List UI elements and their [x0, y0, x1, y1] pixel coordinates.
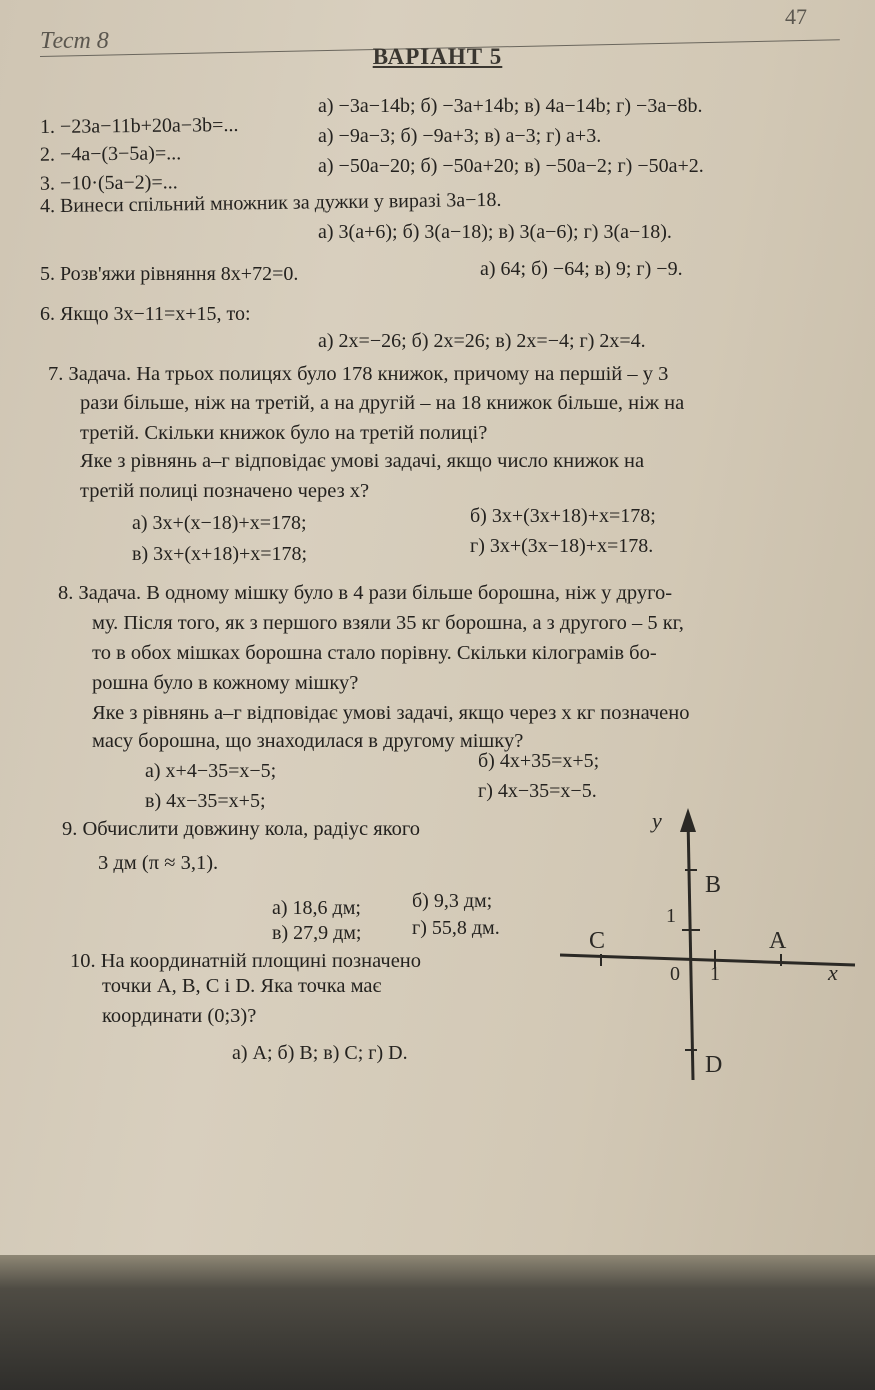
q7-line-4: Яке з рівнянь а–г відповідає умові задачі, якщо число книжок на [80, 450, 645, 472]
x-axis-label: x [828, 960, 838, 985]
y-axis-label: y [652, 808, 662, 833]
q6-text: 6. Якщо 3x−11=x+15, то: [40, 303, 251, 325]
x-axis [560, 955, 855, 965]
q8-line-2: му. Після того, як з першого взяли 35 кг борошна, а з другого – 5 кг, [92, 612, 684, 634]
q8-line-4: рошна було в кожному мішку? [92, 672, 359, 694]
point-label-a: A [769, 928, 787, 954]
x-unit-label: 1 [710, 963, 720, 985]
q9-line-1: 9. Обчислити довжину кола, радіус якого [62, 818, 421, 840]
point-label-c: C [589, 928, 606, 954]
q8-line-6: масу борошна, що знаходилася в другому мішку? [92, 730, 524, 752]
q8-line-5: Яке з рівнянь а–г відповідає умові задачі, якщо через x кг позначено [92, 702, 690, 724]
q1-options: а) −3a−14b; б) −3a+14b; в) 4a−14b; г) −3a−8b. [318, 95, 703, 117]
variant-title: ВАРІАНТ 5 [372, 44, 503, 69]
q2-text: 2. −4a−(3−5a)=... [39, 142, 182, 166]
q7-line-2: рази більше, ніж на третій, а на другій – на 18 книжок більше, ніж на [80, 392, 685, 414]
q3-options: а) −50a−20; б) −50a+20; в) −50a−2; г) −50a+2. [318, 155, 704, 177]
point-label-d: D [705, 1052, 723, 1078]
q7-option-c: в) 3x+(x+18)+x=178; [132, 543, 308, 565]
page-number: 47 [785, 4, 807, 29]
q4-options: а) 3(a+6); б) 3(a−18); в) 3(a−6); г) 3(a−18). [318, 221, 672, 243]
q9-option-c: в) 27,9 дм; [272, 922, 362, 944]
q10-line-1: 10. На координатній площині позначено [70, 950, 422, 972]
y-axis [688, 818, 693, 1080]
q9-option-a: а) 18,6 дм; [272, 897, 361, 919]
q7-line-1: 7. Задача. На трьох полицях було 178 книжок, причому на першій – у 3 [48, 363, 669, 385]
q7-option-a: а) 3x+(x−18)+x=178; [132, 512, 307, 534]
q8-option-a: а) x+4−35=x−5; [145, 760, 277, 782]
q1-text: 1. −23a−11b+20a−3b=... [39, 113, 239, 139]
q8-option-c: в) 4x−35=x+5; [145, 790, 266, 812]
q4-text: 4. Винеси спільний множник за дужки у виразі 3a−18. [39, 188, 502, 218]
coordinate-plane [560, 800, 860, 1090]
q2-options: а) −9a−3; б) −9a+3; в) a−3; г) a+3. [318, 125, 602, 147]
page-edge-shadow [0, 1255, 875, 1390]
q7-line-5: третій полиці позначено через x? [80, 480, 370, 502]
q5-options: а) 64; б) −64; в) 9; г) −9. [480, 258, 683, 280]
running-title: Тест 8 [40, 28, 109, 54]
q10-line-3: координати (0;3)? [102, 1005, 257, 1027]
q7-line-3: третій. Скільки книжок було на третій полиці? [80, 422, 488, 444]
origin-label: 0 [670, 963, 680, 985]
q3-text: 3. −10·(5a−2)=... [39, 171, 178, 195]
q10-line-2: точки A, B, C і D. Яка точка має [102, 975, 382, 997]
q7-option-d: г) 3x+(3x−18)+x=178. [470, 535, 654, 557]
y-axis-arrow [680, 808, 696, 832]
q5-text: 5. Розв'яжи рівняння 8x+72=0. [40, 263, 299, 285]
q10-options: а) A; б) B; в) C; г) D. [232, 1042, 408, 1064]
q8-line-3: то в обох мішках борошна стало порівну. Скільки кілограмів бо- [92, 642, 657, 664]
q8-line-1: 8. Задача. В одному мішку було в 4 рази більше борошна, ніж у друго- [58, 582, 673, 604]
point-label-b: B [705, 872, 722, 898]
q9-line-2: 3 дм (π ≈ 3,1). [98, 852, 219, 874]
y-unit-label: 1 [666, 905, 676, 927]
q8-option-d: г) 4x−35=x−5. [478, 780, 597, 802]
q9-option-d: г) 55,8 дм. [412, 917, 500, 939]
q8-option-b: б) 4x+35=x+5; [478, 750, 600, 772]
q9-option-b: б) 9,3 дм; [412, 890, 493, 912]
q6-options: а) 2x=−26; б) 2x=26; в) 2x=−4; г) 2x=4. [318, 330, 646, 352]
q7-option-b: б) 3x+(3x+18)+x=178; [470, 505, 656, 527]
